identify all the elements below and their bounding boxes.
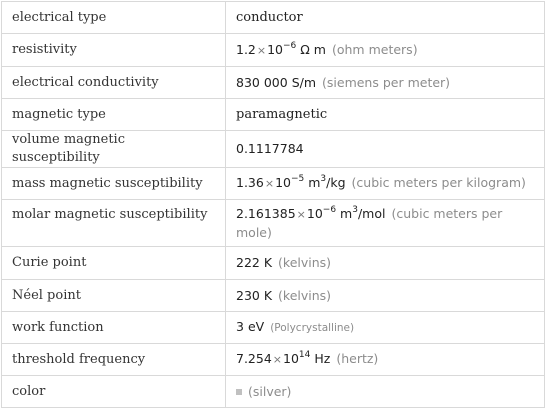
unit-description: (Polycrystalline) <box>270 322 355 334</box>
row-label: Curie point <box>2 247 226 280</box>
row-value <box>226 200 545 247</box>
color-swatch-icon <box>236 389 242 395</box>
value-unit-rest: /mol <box>357 205 386 221</box>
value-exponent: −5 <box>290 174 305 184</box>
value-base: 10 <box>306 205 323 221</box>
unit-description: (ohm meters) <box>331 41 418 57</box>
row-value: 0.1117784 <box>226 131 545 168</box>
table-row <box>2 280 545 312</box>
value-unit: K <box>263 255 273 270</box>
row-value: paramagnetic <box>226 99 545 131</box>
row-value <box>226 376 545 408</box>
value-unit: m <box>308 175 321 190</box>
row-label: color <box>2 376 226 408</box>
unit-description: (kelvins) <box>278 287 332 303</box>
row-label: magnetic type <box>2 99 226 131</box>
value-unit-rest: /kg <box>326 175 346 190</box>
row-value <box>226 247 545 280</box>
value-number: 830 000 <box>236 74 288 90</box>
table-row <box>2 34 545 67</box>
row-value <box>226 67 545 99</box>
value-base: 10 <box>275 175 291 190</box>
value-exponent: −6 <box>322 204 337 215</box>
table-row <box>2 99 545 131</box>
value-exponent: 14 <box>298 350 311 360</box>
row-label: work function <box>2 312 226 344</box>
value-mantissa: 1.36 <box>236 175 264 190</box>
row-label: Néel point <box>2 280 226 312</box>
table-row <box>2 247 545 280</box>
value-number: 230 <box>236 287 260 303</box>
row-label: threshold frequency <box>2 344 226 376</box>
table-row <box>2 2 545 34</box>
table-row <box>2 200 545 247</box>
row-value <box>226 312 545 344</box>
unit-description: (cubic meters per kilogram) <box>351 175 526 190</box>
row-label: molar magnetic susceptibility <box>2 200 226 247</box>
value-unit: Ω m <box>300 41 326 57</box>
value-unit: eV <box>247 319 265 334</box>
table-row <box>2 312 545 344</box>
table-row <box>2 168 545 200</box>
value-base: 10 <box>267 41 284 57</box>
value-number: 222 <box>236 255 260 270</box>
unit-description: (hertz) <box>336 351 379 366</box>
unit-description: (siemens per meter) <box>322 74 451 90</box>
times-sign: × <box>264 177 275 190</box>
value-mantissa: 2.161385 <box>236 205 296 221</box>
row-value: conductor <box>226 2 545 34</box>
unit-exponent: 3 <box>320 174 327 184</box>
value-exponent: −6 <box>283 40 297 51</box>
times-sign: × <box>272 353 283 366</box>
table-row <box>2 344 545 376</box>
unit-description: (kelvins) <box>278 255 332 270</box>
table-row <box>2 376 545 408</box>
color-name: (silver) <box>248 383 292 399</box>
table-row <box>2 131 545 168</box>
times-sign: × <box>256 43 267 57</box>
table-row <box>2 67 545 99</box>
value-unit: K <box>263 287 273 303</box>
value-unit: m <box>340 205 353 221</box>
row-label: resistivity <box>2 34 226 67</box>
row-value <box>226 34 545 67</box>
row-value <box>226 280 545 312</box>
row-label: electrical conductivity <box>2 67 226 99</box>
properties-table <box>1 1 545 408</box>
row-value <box>226 344 545 376</box>
value-number: 3 <box>236 319 244 334</box>
value-unit: S/m <box>291 74 317 90</box>
row-label: electrical type <box>2 2 226 34</box>
value-unit: Hz <box>314 351 331 366</box>
value-mantissa: 7.254 <box>236 351 272 366</box>
unit-description: (cubic meters per mole) <box>236 205 503 240</box>
row-label: mass magnetic susceptibility <box>2 168 226 200</box>
row-value <box>226 168 545 200</box>
times-sign: × <box>296 207 306 221</box>
value-base: 10 <box>283 351 299 366</box>
unit-exponent: 3 <box>352 204 358 215</box>
value-mantissa: 1.2 <box>236 41 256 57</box>
row-label: volume magnetic susceptibility <box>2 131 226 168</box>
